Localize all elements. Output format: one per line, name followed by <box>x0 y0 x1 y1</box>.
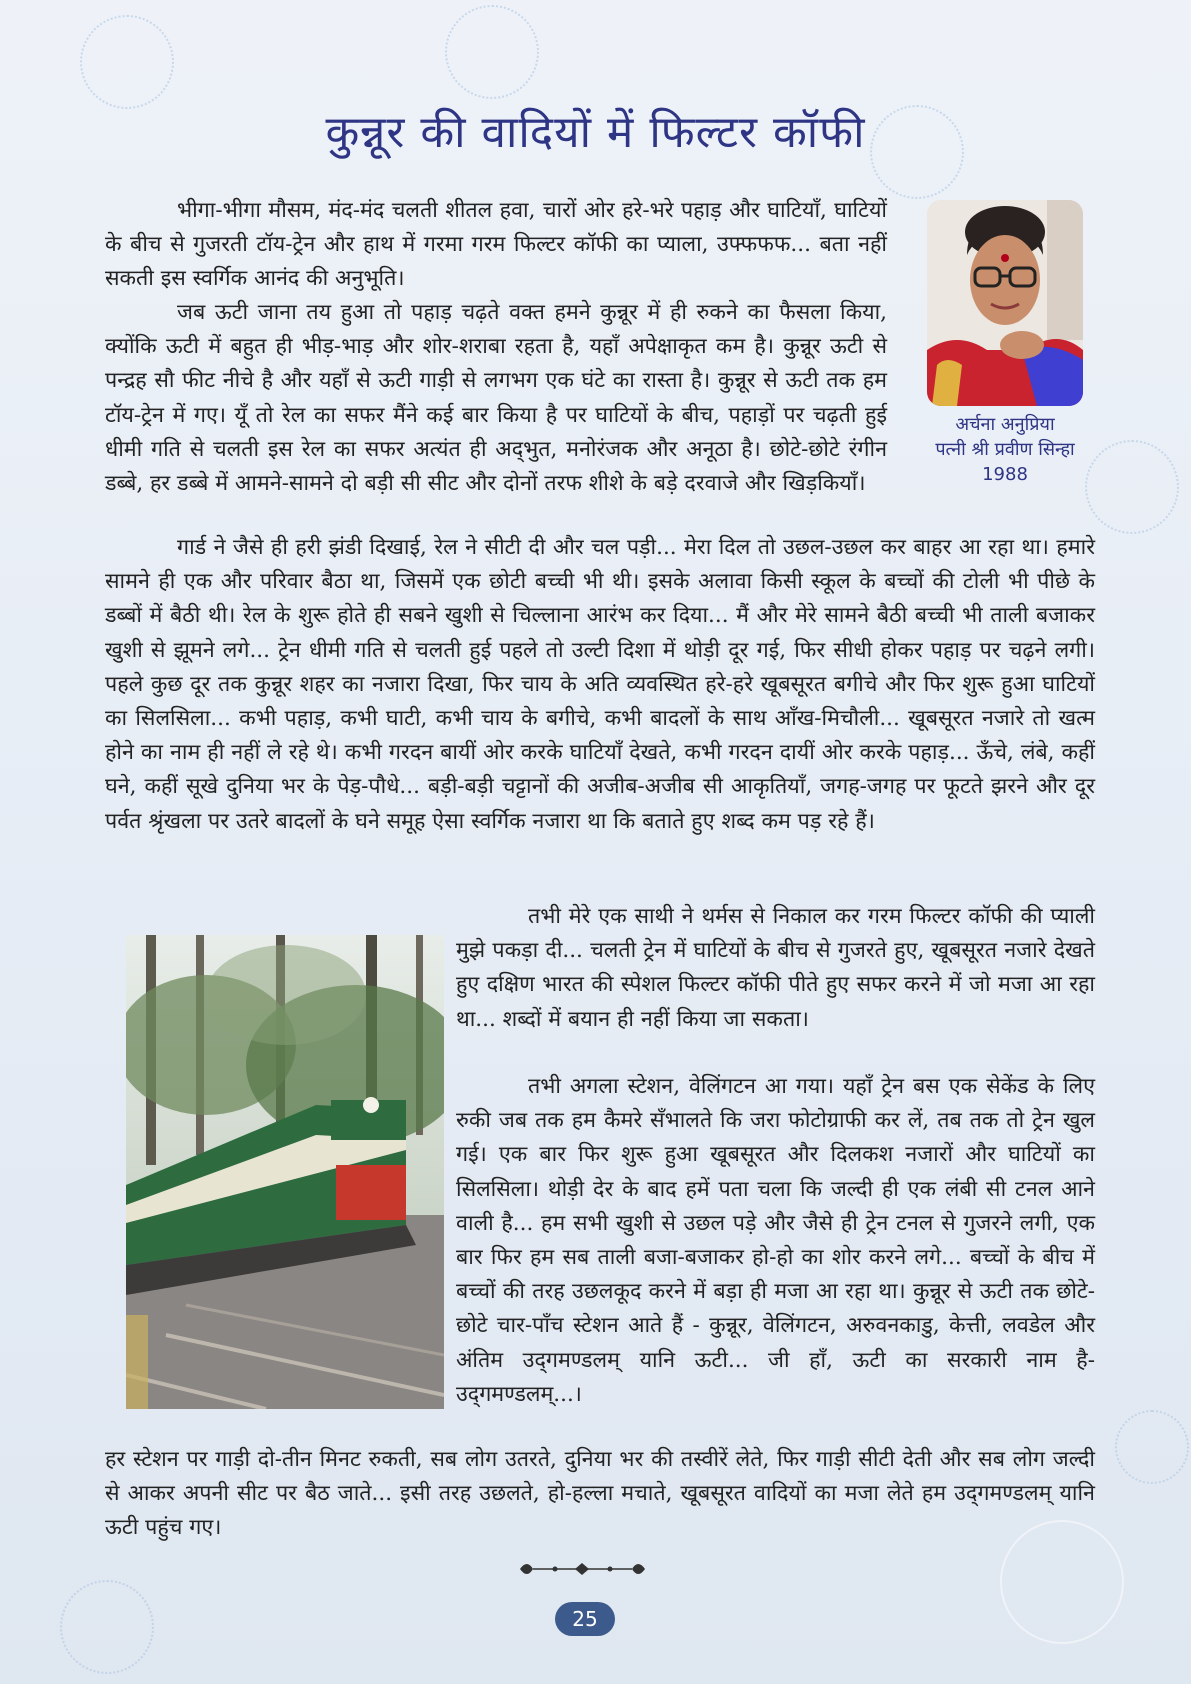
paragraph: जब ऊटी जाना तय हुआ तो पहाड़ चढ़ते वक्त हमने कुन्नूर में ही रुकने का फैसला किया, क्योंकि ऊटी में बहुत ही भीड़-भाड़ और शोर-शराबा रहता है, यहाँ अपेक्षाकृत कम है। कुन्नूर ऊटी से पन्द्रह सौ फीट नीचे है और यहाँ से ऊटी गाड़ी से लगभग एक घंटे का रास्ता है। कुन्नूर से ऊटी तक हम टॉय-ट्रेन में गए। यूँ तो रेल का सफर मैंने कई बार किया है पर घाटियों के बीच, पहाड़ों पर चढ़ती हुई धीमी गति से चलती इस रेल का सफर अत्यंत ही अद्‌भुत, मनोरंजक और अनूठा है। छोटे-छोटे रंगीन डब्बे, हर डब्बे में आमने-सामने दो बड़ी सी सीट और दोनों तरफ शीशे के बड़े दरवाजे और खिड़कियाँ। <box>105 300 887 497</box>
paragraph: तभी मेरे एक साथी ने थर्मस से निकाल कर गरम फिल्टर कॉफी की प्याली मुझे पकड़ा दी... चलती ट्रेन में घाटियों के बीच से गुजरते हुए, खूबसूरत नजारे देखते हुए दक्षिण भारत की स्पेशल फिल्टर कॉफी पीते हुए सफर करने में जो मजा आ रहा था... शब्दों में बयान ही नहीं किया जा सकता। <box>456 904 1095 1032</box>
snowflake-decoration <box>1115 1410 1189 1484</box>
paragraph: तभी अगला स्टेशन, वेलिंगटन आ गया। यहाँ ट्रेन बस एक सेकेंड के लिए रुकी जब तक हम कैमरे सँभालते कि जरा फोटोग्राफी कर लें, तब तक तो ट्रेन खुल गई। एक बार फिर शुरू हुआ खूबसूरत और दिलकश नजारों और घाटियों का सिलसिला। थोड़ी देर के बाद हमें पता चला कि जल्दी ही एक लंबी सी टनल आने वाली है... हम सभी खुशी से उछल पड़े और जैसे ही ट्रेन टनल से गुजरने लगी, एक बार फिर हम सब ताली बजा-बजाकर हो-हो का शोर करने लगे... बच्चों के बीच में बच्चों की तरह उछलकूद करने में बड़ा ही मजा आ रहा था। कुन्नूर से ऊटी तक छोटे-छोटे चार-पाँच स्टेशन आते हैं - कुन्नूर, वेलिंगटन, अरुवनकाडु, केत्ती, लवडेल और अंतिम उद्‌गमण्डलम्‌ यानि ऊटी... जी हाँ, ऊटी का सरकारी नाम है- उद्‌गमण्डलम्‌...। <box>456 1074 1095 1407</box>
toy-train-image <box>126 935 444 1409</box>
snowflake-decoration <box>445 5 539 99</box>
snowflake-decoration <box>80 15 174 109</box>
page-number: 25 <box>555 1602 615 1636</box>
paragraph: हर स्टेशन पर गाड़ी दो-तीन मिनट रुकती, सब लोग उतरते, दुनिया भर की तस्वीरें लेते, फिर गाड़ी सीटी देती और सब लोग जल्दी से आकर अपनी सीट पर बैठ जाते... इसी तरह उछलते, हो-हल्ला मचाते, खूबसूरत वादियों का मजा लेते हम उद्‌गमण्डलम्‌ यानि ऊटी पहुंच गए। <box>105 1447 1095 1541</box>
author-year: 1988 <box>982 464 1028 485</box>
author-name: अर्चना अनुप्रिया <box>955 414 1055 435</box>
train-photo <box>126 935 444 1409</box>
author-portrait-image <box>927 200 1083 406</box>
divider-ornament-icon <box>515 1555 650 1583</box>
author-relation: पत्नी श्री प्रवीण सिन्हा <box>935 439 1075 460</box>
author-photo <box>927 200 1083 406</box>
paragraph: भीगा-भीगा मौसम, मंद-मंद चलती शीतल हवा, चारों ओर हरे-भरे पहाड़ और घाटियाँ, घाटियों के बीच से गुजरती टॉय-ट्रेन और हाथ में गरमा गरम फिल्टर कॉफी का प्याला, उफ्फफफ... बता नहीं सकती इस स्वर्गिक आनंद की अनुभूति। <box>105 198 887 292</box>
page-title: कुन्नूर की वादियों में फिल्टर कॉफी <box>325 107 866 158</box>
author-caption <box>900 412 1110 487</box>
paragraph: गार्ड ने जैसे ही हरी झंडी दिखाई, रेल ने सीटी दी और चल पड़ी... मेरा दिल तो उछल-उछल कर बाहर आ रहा था। हमारे सामने ही एक और परिवार बैठा था, जिसमें एक छोटी बच्ची भी थी। इसके अलावा किसी स्कूल के बच्चों की टोली भी पीछे के डब्बों में बैठी थी। रेल के शुरू होते ही सबने खुशी से चिल्लाना आरंभ कर दिया... मैं और मेरे सामने बैठी बच्ची भी ताली बजाकर खुशी से झूमने लगे... ट्रेन धीमी गति से चलती हुई पहले तो उल्टी दिशा में थोड़ी दूर गई, फिर सीधी होकर पहाड़ पर चढ़ने लगी। पहले कुछ दूर तक कुन्नूर शहर का नजारा दिखा, फिर चाय के अति व्यवस्थित हरे-हरे खूबसूरत बगीचे और फिर शुरू हुआ घाटियों का सिलसिला... कभी पहाड़, कभी घाटी, कभी चाय के बगीचे, कभी बादलों के साथ आँख-मिचौली... खूबसूरत नजारे तो खत्म होने का नाम ही नहीं ले रहे थे। कभी गरदन बायीं ओर करके घाटियाँ देखते, कभी गरदन दायीं ओर करके पहाड़... ऊँचे, लंबे, कहीं घने, कहीं सूखे दुनिया भर के पेड़-पौधे... बड़ी-बड़ी चट्टानों की अजीब-अजीब सी आकृतियाँ, जगह-जगह पर फूटते झरने और दूर पर्वत श्रृंखला पर उतरे बादलों के घने समूह ऐसा स्वर्गिक नजारा था कि बताते हुए शब्द कम पड़ रहे हैं। <box>105 535 1095 834</box>
snowflake-decoration <box>60 1580 154 1674</box>
